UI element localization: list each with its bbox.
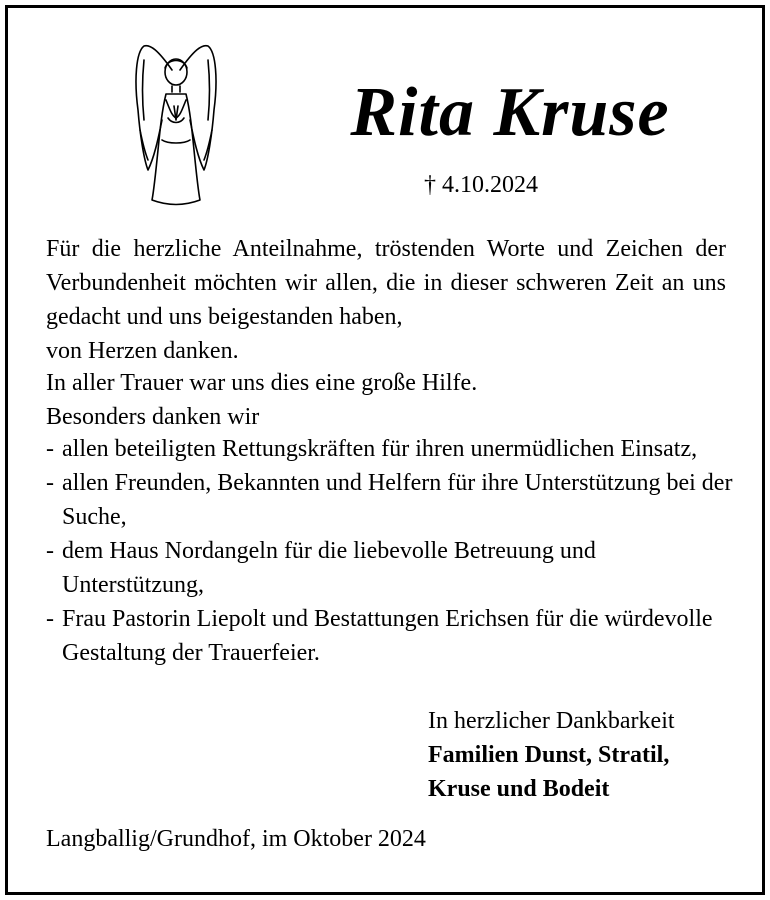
place-date: Langballig/Grundhof, im Oktober 2024	[46, 826, 426, 852]
list-item-text: allen beteiligten Rettungskräften für ihren unermüdlichen Einsatz,	[62, 436, 698, 462]
thanks-paragraph	[46, 232, 726, 368]
list-item	[46, 534, 736, 602]
special-thanks-intro: Besonders danken wir	[46, 404, 260, 430]
death-date: † 4.10.2024	[424, 172, 538, 198]
signers-line: Familien Dunst, Stratil,	[428, 742, 670, 768]
list-item	[46, 466, 736, 534]
signers	[428, 738, 669, 806]
list-item-text: allen Freunden, Bekannten und Helfern für ihre Unterstützung bei der Suche,	[62, 470, 733, 530]
help-line: In aller Trauer war uns dies eine große Hilfe.	[46, 370, 478, 396]
list-item-text: dem Haus Nordangeln für die liebevolle Betreuung und Unterstützung,	[62, 538, 596, 598]
list-dash: -	[46, 436, 54, 462]
thanks-list	[46, 432, 736, 670]
list-dash: -	[46, 470, 54, 496]
closing-phrase: In herzlicher Dankbarkeit	[428, 708, 675, 734]
deceased-name: Rita Kruse	[350, 74, 670, 151]
list-item	[46, 432, 736, 466]
list-dash: -	[46, 606, 54, 632]
list-item-text: Frau Pastorin Liepolt und Bestattungen Erichsen für die würdevolle Gestaltung der Trauerfeier.	[62, 606, 713, 666]
angel-icon	[128, 40, 224, 210]
list-dash: -	[46, 538, 54, 564]
thanks-paragraph-text: Für die herzliche Anteilnahme, tröstenden Worte und Zeichen der Verbundenheit möchten wir allen, die in dieser schweren Zeit an uns gedacht und uns beigestanden haben,	[46, 236, 726, 330]
signers-line: Kruse und Bodeit	[428, 776, 610, 802]
list-item	[46, 602, 736, 670]
help-paragraph	[46, 366, 726, 434]
thanks-paragraph-last-line: von Herzen danken.	[46, 338, 239, 364]
